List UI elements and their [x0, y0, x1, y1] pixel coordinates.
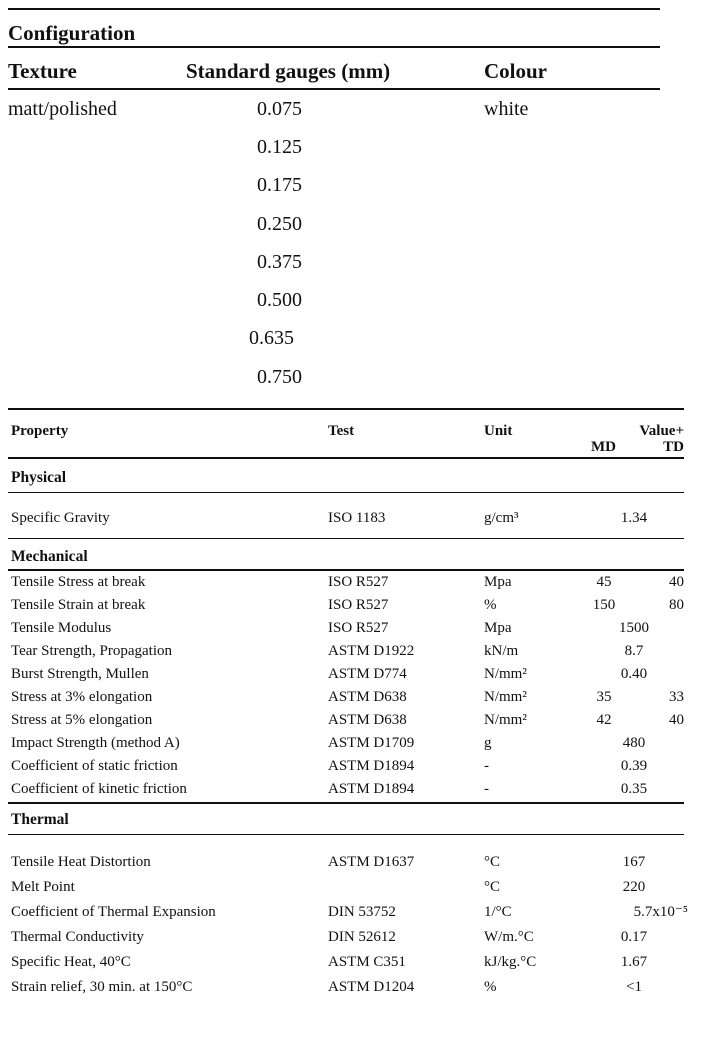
unit: N/mm² — [484, 712, 527, 728]
property-name: Thermal Conductivity — [11, 929, 144, 945]
value: 0.40 — [620, 666, 648, 682]
value: 1.34 — [620, 510, 648, 526]
table-row — [8, 709, 684, 732]
configuration-title: Configuration — [8, 21, 136, 45]
value-header: Value+ — [639, 423, 684, 439]
test-method: ASTM D774 — [328, 666, 407, 682]
colour-value: white — [484, 98, 529, 120]
table-row — [8, 951, 684, 974]
property-name: Tensile Modulus — [11, 620, 112, 636]
table-row — [8, 571, 684, 594]
table-top-rule — [8, 408, 684, 410]
test-method: ASTM D1922 — [328, 643, 415, 659]
header-rule-bottom — [8, 88, 660, 90]
property-name: Tear Strength, Propagation — [11, 643, 172, 659]
gauge-value: 0.500 — [257, 289, 302, 311]
td-header: TD — [663, 439, 684, 455]
value: <1 — [626, 979, 642, 995]
section-rule — [8, 538, 684, 539]
test-method: ASTM D1894 — [328, 781, 415, 797]
texture-header: Texture — [8, 59, 77, 83]
table-row — [8, 617, 684, 640]
table-row — [8, 851, 684, 874]
test-method: ASTM D1637 — [328, 854, 415, 870]
test-method: ASTM C351 — [328, 954, 406, 970]
unit: N/mm² — [484, 689, 527, 705]
property-header: Property — [11, 423, 69, 439]
table-row — [8, 594, 684, 617]
section-rule — [8, 834, 684, 835]
value-td: 40 — [669, 574, 684, 590]
value-md: 35 — [596, 689, 612, 705]
unit: W/m.°C — [484, 929, 534, 945]
test-method: ASTM D1204 — [328, 979, 415, 995]
property-name: Stress at 5% elongation — [11, 712, 153, 728]
property-name: Strain relief, 30 min. at 150°C — [11, 979, 193, 995]
top-rule — [8, 8, 660, 10]
section-rule — [8, 492, 684, 493]
unit: - — [484, 758, 489, 774]
value-td: 40 — [669, 712, 684, 728]
value: 0.39 — [620, 758, 648, 774]
unit: N/mm² — [484, 666, 527, 682]
colour-header: Colour — [484, 59, 547, 83]
property-name: Melt Point — [11, 879, 75, 895]
table-row — [8, 901, 688, 924]
table-row — [8, 926, 684, 949]
property-name: Specific Heat, 40°C — [11, 954, 131, 970]
table-row — [8, 686, 684, 709]
unit: g — [484, 735, 492, 751]
property-name: Coefficient of Thermal Expansion — [11, 904, 216, 920]
property-name: Coefficient of kinetic friction — [11, 781, 187, 797]
test-method: DIN 52612 — [328, 929, 396, 945]
header-rule — [8, 457, 684, 459]
test-method: DIN 53752 — [328, 904, 396, 920]
unit: % — [484, 597, 497, 613]
property-name: Tensile Heat Distortion — [11, 854, 151, 870]
value: 0.17 — [620, 929, 648, 945]
unit: kJ/kg.°C — [484, 954, 537, 970]
section-physical: Physical — [11, 469, 67, 486]
gauge-value: 0.250 — [257, 213, 302, 235]
unit: °C — [484, 879, 501, 895]
value-md: 150 — [592, 597, 616, 613]
test-header: Test — [328, 423, 355, 439]
value: 5.7x10⁻⁵ — [633, 904, 688, 920]
section-rule — [8, 802, 684, 804]
property-name: Coefficient of static friction — [11, 758, 178, 774]
property-name: Specific Gravity — [11, 510, 110, 526]
unit: - — [484, 781, 489, 797]
section-thermal: Thermal — [11, 811, 69, 828]
table-row — [8, 663, 684, 686]
unit: kN/m — [484, 643, 519, 659]
header-rule-top — [8, 46, 660, 48]
property-name: Tensile Strain at break — [11, 597, 146, 613]
value: 220 — [622, 879, 646, 895]
unit: Mpa — [484, 620, 512, 636]
value: 167 — [622, 854, 646, 870]
table-row — [8, 778, 684, 801]
table-row — [8, 640, 684, 663]
value: 1500 — [619, 620, 649, 636]
value: 480 — [622, 735, 646, 751]
table-row — [8, 876, 684, 899]
test-method: ISO R527 — [328, 574, 389, 590]
gauge-value: 0.175 — [257, 174, 302, 196]
unit: °C — [484, 854, 501, 870]
table-row — [8, 732, 684, 755]
gauge-value: 0.125 — [257, 136, 302, 158]
gauges-header: Standard gauges (mm) — [186, 59, 391, 83]
table-row — [8, 507, 684, 530]
value-td: 33 — [669, 689, 684, 705]
test-method: ASTM D1709 — [328, 735, 415, 751]
texture-value: matt/polished — [8, 98, 117, 120]
property-name: Stress at 3% elongation — [11, 689, 153, 705]
table-row — [8, 976, 684, 999]
property-name: Tensile Stress at break — [11, 574, 146, 590]
md-header: MD — [591, 439, 616, 455]
gauge-value: 0.635 — [249, 327, 294, 349]
value-md: 42 — [596, 712, 612, 728]
gauge-value: 0.075 — [257, 98, 302, 120]
test-method: ASTM D1894 — [328, 758, 415, 774]
property-name: Burst Strength, Mullen — [11, 666, 149, 682]
value-td: 80 — [669, 597, 684, 613]
test-method: ISO 1183 — [328, 510, 386, 526]
table-row — [8, 755, 684, 778]
value-md: 45 — [596, 574, 612, 590]
test-method: ISO R527 — [328, 620, 389, 636]
unit: 1/°C — [484, 904, 512, 920]
test-method: ASTM D638 — [328, 712, 407, 728]
unit-header: Unit — [484, 423, 513, 439]
section-mechanical: Mechanical — [11, 548, 88, 565]
unit: % — [484, 979, 497, 995]
unit: g/cm³ — [484, 510, 519, 526]
test-method: ASTM D638 — [328, 689, 407, 705]
value: 1.67 — [620, 954, 648, 970]
property-name: Impact Strength (method A) — [11, 735, 180, 751]
unit: Mpa — [484, 574, 512, 590]
test-method: ISO R527 — [328, 597, 389, 613]
value: 8.7 — [624, 643, 644, 659]
gauge-value: 0.750 — [257, 366, 302, 388]
value: 0.35 — [620, 781, 648, 797]
gauge-value: 0.375 — [257, 251, 302, 273]
